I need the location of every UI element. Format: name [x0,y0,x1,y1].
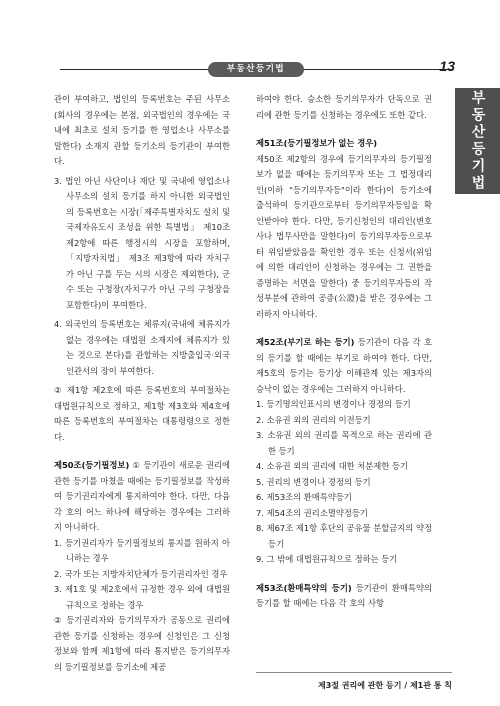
article-52 [256,335,432,397]
article-51 [256,136,432,152]
list-item: 4. 외국인의 등록번호는 체류지(국내에 체류지가 없는 경우에는 대법원 소재지에 체류지가 있는 것으로 본다)를 관할하는 지방출입국·외국인관서의 장이 부여한다. [54,319,230,376]
list-item: 2. 국가 또는 지방자치단체가 등기권리자인 경우 [54,568,228,579]
list-item: 9. 그 밖에 대법원규칙으로 정하는 등기 [256,554,398,564]
side-tab [455,88,500,194]
text-block: 관이 부여하고, 법인의 등록번호는 주된 사무소(회사의 경우에는 본점, 외국법인의 경우에는 국내에 최초로 설치 등기를 한 영업소나 사무소를 말한다) 소재지 관할 등기소의 등기관이 부여한다. [54,94,230,166]
article-text: 등기관이 환매특약의 등기를 할 때에는 다음 각 호의 사항 [256,582,432,608]
article-title: 제52조(부기로 하는 등기) [256,337,355,347]
article-title: 제50조(등기필정보) [54,460,130,470]
list-item: 8. 제67조 제1항 후단의 공유물 분할금지의 약정등기 [256,523,432,549]
article-title: 제53조(환매특약의 등기) [256,582,352,593]
list-item: 4. 소유권 외의 권리에 대한 처분제한 등기 [256,461,408,471]
article-title: 제51조(등기필정보가 없는 경우) [256,138,378,148]
list-item: 5. 권리의 변경이나 경정의 등기 [256,476,371,487]
list-item: 3. 제1호 및 제2호에서 규정한 경우 외에 대법원규칙으로 정하는 경우 [54,584,230,610]
page-number: 13 [439,58,455,74]
list-item: 2. 소유권 외의 권리의 이전등기 [256,414,371,425]
paragraph: ② 제1항 제2호에 따른 등록번호의 부여절차는 대법원규칙으로 정하고, 제1항 제3호와 제4호에 따른 등록번호의 부여절차는 대통령령으로 정한다. [54,385,230,442]
article-text: 등기관이 다음 각 호의 등기를 할 때에는 부기로 하여야 한다. 다만, 제5호의 등기는 등기상 이해관계 있는 제3자의 승낙이 없는 경우에는 그러하지 아니하다. [256,337,432,394]
list-item: 3. 법인 아닌 사단이나 재단 및 국내에 영업소나 사무소의 설치 등기를 하지 아니한 외국법인의 등록번호는 시장(「제주특별자치도 설치 및 국제자유도시 조성을 위한 특별법」 제10조 제2항에 따른 행정시의 시장을 포함하며, 「지방자치법」 제3조 제3항에 따라 자치구가 아닌 구를 두는 시의 시장은 제외한다), 군수 또는 구청장(자치구가 아닌 구의 구청장을 포함한다)이 부여한다. [54,175,230,310]
footer-rule [256,672,452,673]
paragraph: ② 등기권리자와 등기의무자가 공동으로 권리에 관한 등기를 신청하는 경우에 신청인은 그 신청정보와 함께 제1항에 따라 통지받은 등기의무자의 등기필정보를 등기소에 제공 [54,615,230,672]
header-label: 부동산등기법 [208,62,304,77]
side-tab-label: 부동산등기법 [469,90,486,192]
list-item: 6. 제53조의 환매특약등기 [256,492,352,502]
page-footer: 제3절 권리에 관한 등기 / 제1관 통 칙 [317,681,452,690]
article-53 [256,581,432,612]
text-block: 하여야 한다. 승소한 등기의무자가 단독으로 권리에 관한 등기를 신청하는 경우에도 또한 같다. [256,94,432,120]
list-item: 1. 등기권리자가 등기필정보의 통지를 원하지 아니하는 경우 [54,537,230,563]
right-column [256,92,432,612]
page-header [60,62,452,76]
left-column [54,92,230,675]
list-item: 1. 등기명의인표시의 변경이나 경정의 등기 [256,399,411,409]
paragraph: 제50조 제2항의 경우에 등기의무자의 등기필정보가 없을 때에는 등기의무자 또는 그 법정대리인(이하 "등기의무자등"이라 한다)이 등기소에 출석하여 등기관으로부터 등기의무자등임을 확인받아야 한다. 다만, 등기신청인의 대리인(변호사나 법무사만을 말한다)이 등기의무자등으로부터 위임받았음을 확인한 경우 또는 신청서(위임에 의한 대리인이 신청하는 경우에는 그 권한을 증명하는 서면을 말한다) 중 등기의무자등의 작성부분에 관하여 공증(公證)을 받은 경우에는 그러하지 아니하다. [256,153,432,319]
list-item: 3. 소유권 외의 권리를 목적으로 하는 권리에 관한 등기 [256,430,432,456]
article-50 [54,458,230,536]
article-text: ① 등기관이 새로운 권리에 관한 등기를 마쳤을 때에는 등기필정보를 작성하여 등기권리자에게 통지하여야 한다. 다만, 다음 각 호의 어느 하나에 해당하는 경우에는 그러하지 아니하다. [54,460,230,532]
list-item: 7. 제54조의 권리소멸약정등기 [256,507,368,518]
